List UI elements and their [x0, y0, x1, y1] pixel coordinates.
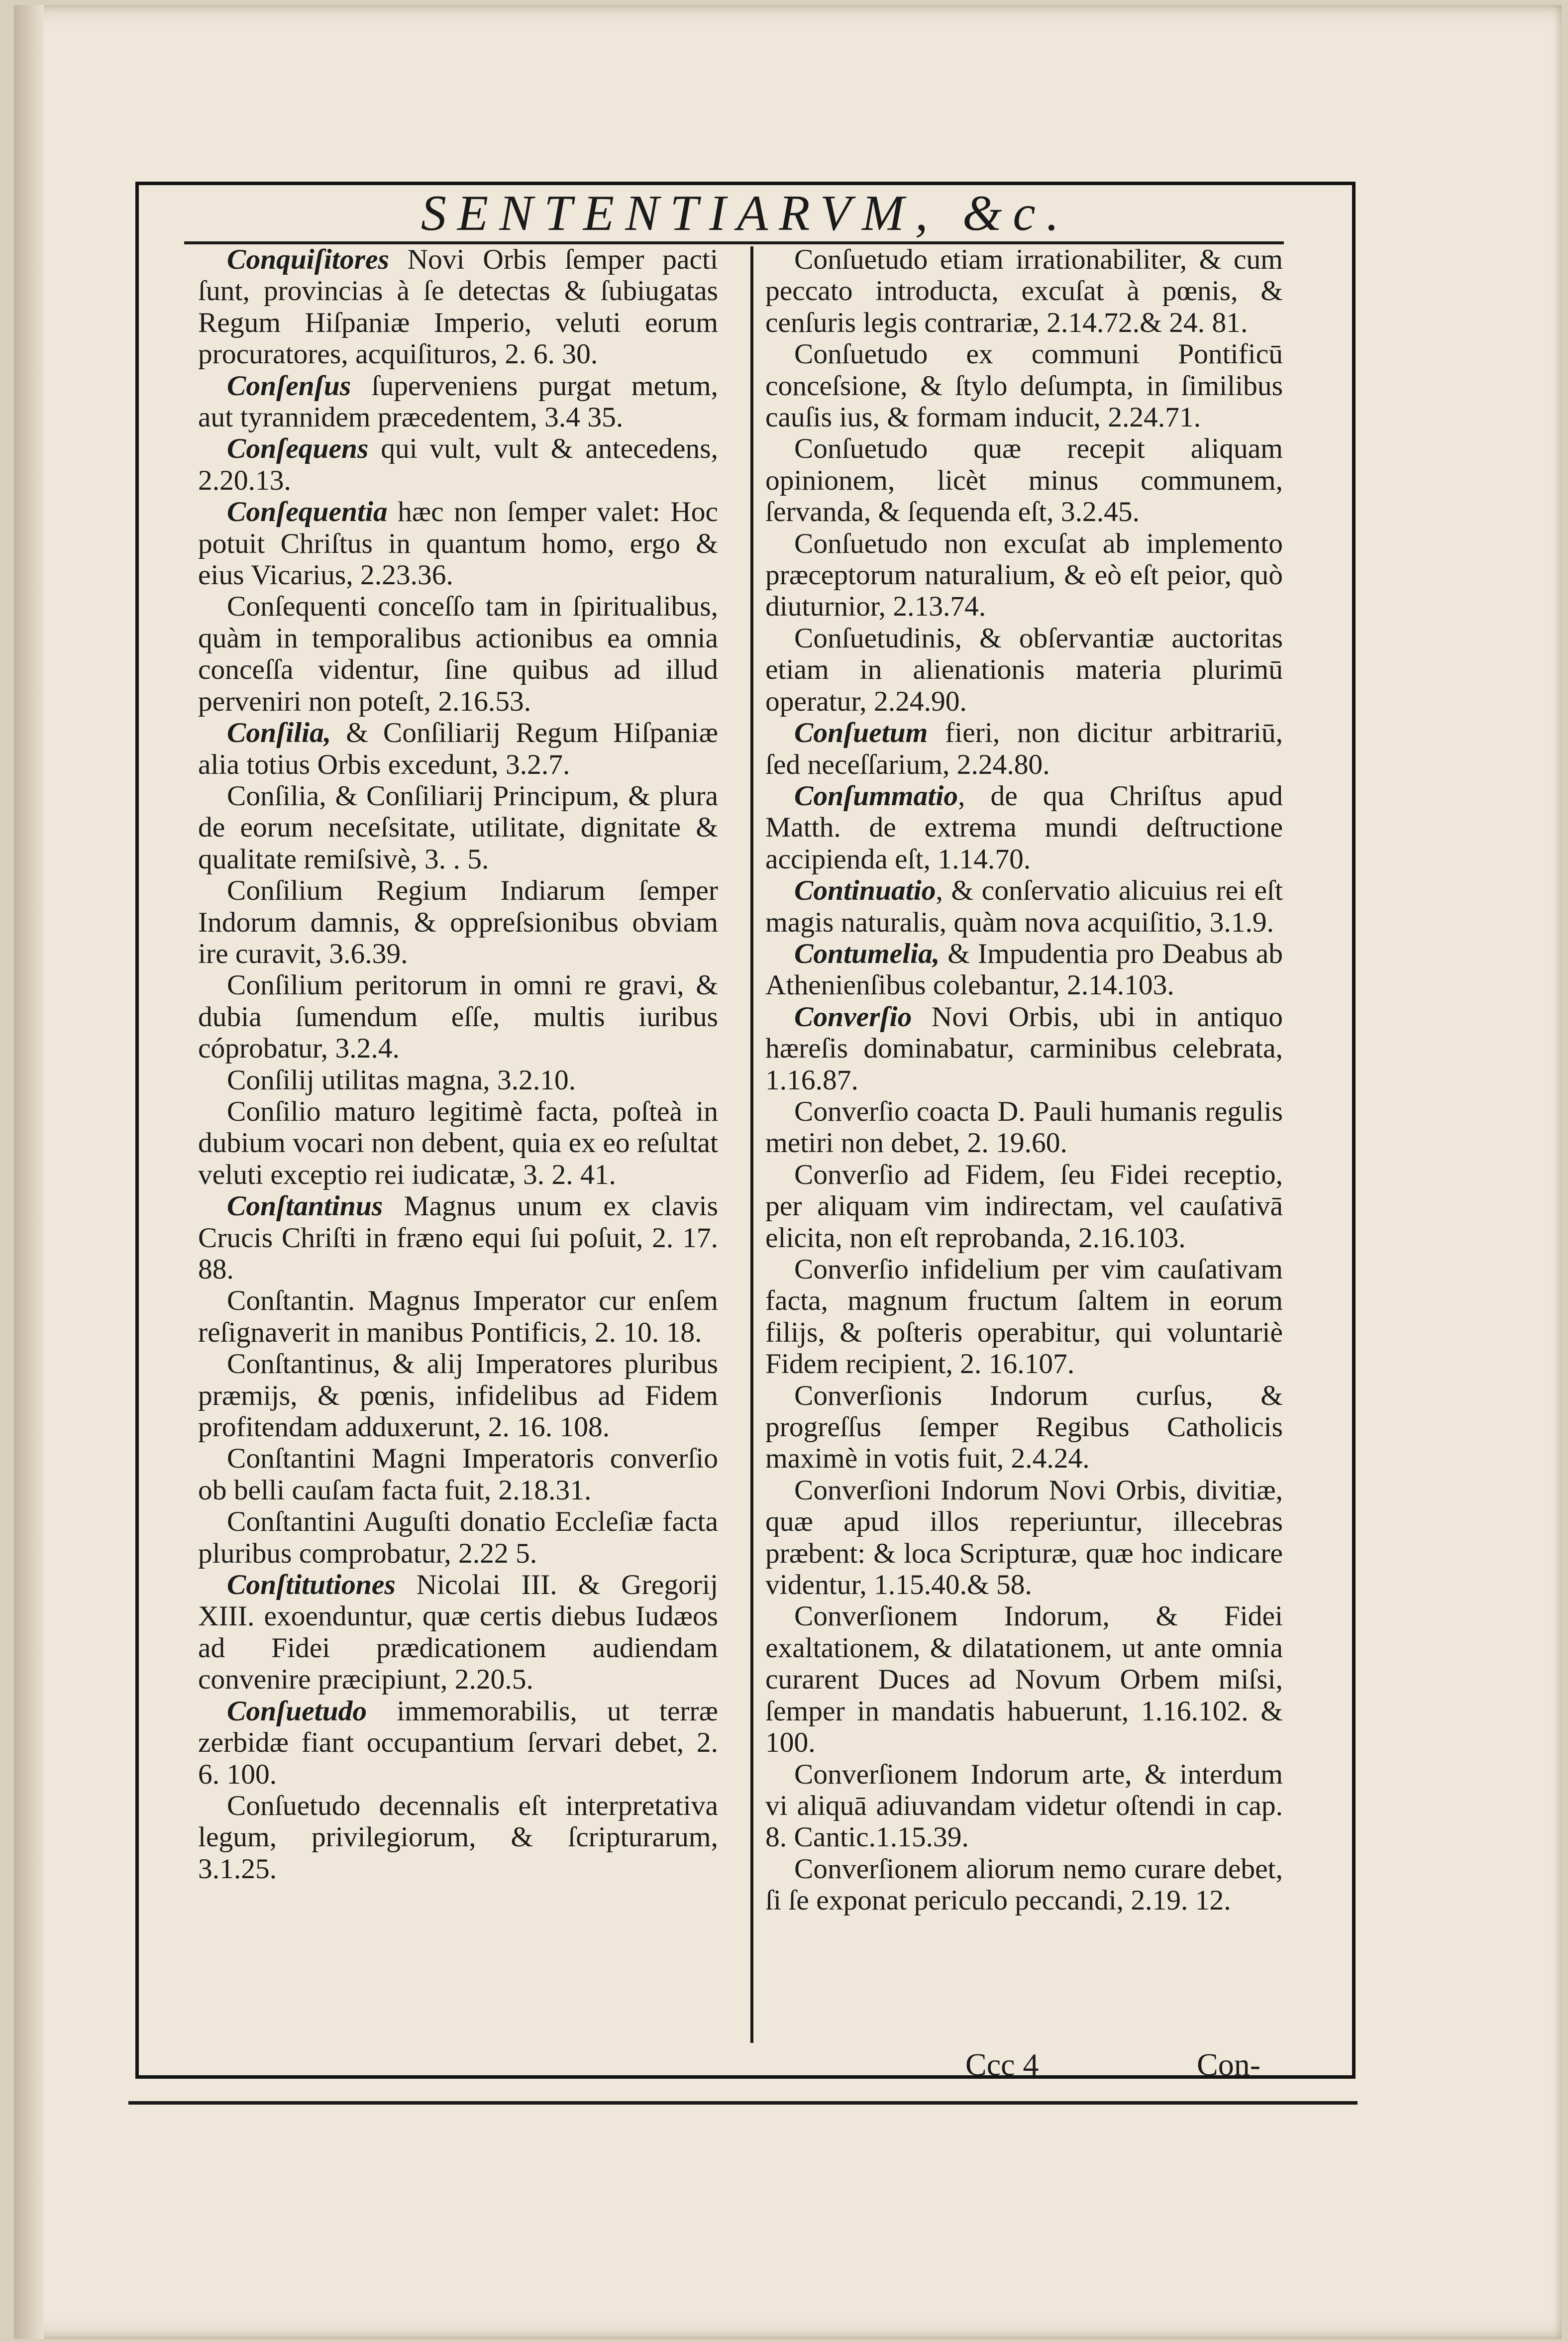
- running-head: SENTENTIARVM, &c.: [420, 185, 1070, 241]
- index-entry-text: Converſionem Indorum, & Fidei exaltationem, & dilatationem, ut ante omnia curarent Duces ad Novum Orbem miſsi, ſemper in mandatis habuerunt, 1.16.102. & 100.: [765, 1600, 1283, 1759]
- index-entry: [765, 1380, 1283, 1475]
- index-entry: [765, 938, 1283, 1001]
- index-entry-text: hæc non ſemper valet: Hoc potuit Chriſtus in quantum homo, ergo & eius Vicarius, 2.23.36.: [198, 496, 718, 591]
- index-entry: [198, 1190, 718, 1285]
- index-entry-text: Converſio ad Fidem, ſeu Fidei receptio, per aliquam vim indirectam, vel cauſativā elicita, non eſt reprobanda, 2.16.103.: [765, 1159, 1283, 1254]
- index-entry: [198, 1285, 718, 1348]
- index-entry: [765, 1159, 1283, 1254]
- index-entry-text: Conſuetudo quæ recepit aliquam opinionem, licèt minus communem, ſervanda, & ſequenda eſt, 3.2.45.: [765, 433, 1283, 528]
- index-entry-text: fieri, non dicitur arbitrariū, ſed neceſſarium, 2.24.80.: [765, 717, 1283, 780]
- index-entry-text: Conſilio maturo legitimè facta, poſteà in dubium vocari non debent, quia ex eo reſultat veluti exceptio rei iudicatæ, 3. 2. 41.: [198, 1095, 718, 1190]
- index-entry-text: Magnus unum ex clavis Crucis Chriſti in fræno equi ſui poſuit, 2. 17. 88.: [198, 1190, 718, 1285]
- index-entry: [198, 875, 718, 969]
- index-entry-text: Novi Orbis, ubi in antiquo hæreſis dominabatur, carminibus celebrata, 1.16.87.: [765, 1001, 1283, 1096]
- index-entry-text: Conſuetudo etiam irrationabiliter, & cum peccato introducta, excuſat à pœnis, & cenſuris legis contrariæ, 2.14.72.& 24. 81.: [765, 244, 1283, 338]
- index-entry-text: Converſio coacta D. Pauli humanis regulis metiri non debet, 2. 19.60.: [765, 1095, 1283, 1159]
- index-entry-text: Conſilij utilitas magna, 3.2.10.: [227, 1064, 576, 1096]
- page-gutter-shadow: [14, 5, 44, 2339]
- index-entry: [198, 1096, 718, 1190]
- index-entry-text: Conſilia, & Conſiliarij Principum, & plura de eorum neceſsitate, utilitate, dignitate & qualitate remiſsivè, 3. . 5.: [198, 780, 718, 875]
- index-entry: [765, 1001, 1283, 1096]
- index-term: Conquiſitores: [227, 244, 389, 275]
- index-entry: [765, 433, 1283, 528]
- index-entry: [198, 433, 718, 496]
- index-term: Conſequens: [227, 433, 369, 465]
- index-term: Conſilia,: [227, 717, 331, 749]
- index-entry-text: Conſuetudo ex communi Pontificū conceſsione, & ſtylo deſumpta, in ſimilibus cauſis ius, & formam inducit, 2.24.71.: [765, 338, 1283, 433]
- index-entry-text: & Conſiliarij Regum Hiſpaniæ alia totius Orbis excedunt, 3.2.7.: [198, 717, 718, 780]
- index-entry: [198, 969, 718, 1064]
- index-entry-text: Conſequenti conceſſo tam in ſpiritualibus, quàm in temporalibus actionibus ea omnia conceſſa videntur, ſine quibus ad illud perveniri non poteſt, 2.16.53.: [198, 591, 718, 717]
- index-entry-text: & Impudentia pro Deabus ab Athenienſibus colebantur, 2.14.103.: [765, 938, 1283, 1001]
- index-entry: [765, 1475, 1283, 1601]
- catchword: Con-: [1197, 2047, 1260, 2082]
- index-entry: [198, 780, 718, 875]
- index-entry: [198, 496, 718, 591]
- index-column-right: [765, 244, 1283, 1916]
- index-entry: [765, 1759, 1283, 1853]
- index-entry-text: Converſioni Indorum Novi Orbis, divitiæ, quæ apud illos reperiuntur, illecebras præbent: & loca Scripturæ, quæ hoc indicare videntur, 1.15.40.& 58.: [765, 1474, 1283, 1601]
- index-entry: [765, 1096, 1283, 1159]
- index-entry-text: Conſilium Regium Indiarum ſemper Indorum damnis, & oppreſsionibus obviam ire curavit, 3.6.39.: [198, 875, 718, 969]
- signature-mark: Ccc 4: [965, 2047, 1039, 2082]
- index-entry-text: Conſilium peritorum in omni re gravi, & dubia ſumendum eſſe, multis iuribus cóprobatur, 3.2.4.: [198, 969, 718, 1065]
- index-entry: [198, 1506, 718, 1569]
- index-entry-text: Novi Orbis ſemper pacti ſunt, provincias à ſe detectas & ſubiugatas Regum Hiſpaniæ Imperio, veluti eorum procuratores, acquiſituros, 2. 6. 30.: [198, 244, 718, 370]
- index-entry-text: Converſionem Indorum arte, & interdum vi aliquā adiuvandam videtur oſtendi in cap. 8. Cantic.1.15.39.: [765, 1758, 1283, 1853]
- index-entry-text: Conſtantini Auguſti donatio Eccleſiæ facta pluribus comprobatur, 2.22 5.: [198, 1506, 718, 1569]
- index-entry-text: Nicolai III. & Gregorij XIII. exoenduntur, quæ certis diebus Iudæos ad Fidei prædicationem audiendam convenire præcipiunt, 2.20.5.: [198, 1569, 718, 1696]
- index-entry: [198, 1696, 718, 1790]
- index-entry-text: Conſuetudo non excuſat ab implemento præceptorum naturalium, & eò eſt peior, quò diuturnior, 2.13.74.: [765, 528, 1283, 623]
- index-entry: [198, 370, 718, 433]
- index-entry: [198, 1348, 718, 1443]
- index-entry: [765, 623, 1283, 717]
- index-entry: [198, 1569, 718, 1696]
- index-entry-text: Conſtantini Magni Imperatoris converſio ob belli cauſam facta fuit, 2.18.31.: [198, 1443, 718, 1506]
- index-entry: [765, 717, 1283, 780]
- index-entry: [198, 244, 718, 370]
- index-term: Conſummatio: [794, 780, 958, 812]
- index-entry-text: Conſuetudinis, & obſervantiæ auctoritas etiam in alienationis materia plurimū operatur, 2.24.90.: [765, 622, 1283, 717]
- index-entry: [765, 338, 1283, 433]
- index-entry: [198, 1443, 718, 1506]
- index-entry-text: Conſtantinus, & alij Imperatores pluribus præmijs, & pœnis, infidelibus ad Fidem profitendam adduxerunt, 2. 16. 108.: [198, 1348, 718, 1443]
- footer-rule: [128, 2101, 1358, 2105]
- index-term: Contumelia,: [794, 938, 940, 969]
- index-entry: [765, 1853, 1283, 1916]
- index-entry-text: , & conſervatio alicuius rei eſt magis naturalis, quàm nova acquiſitio, 3.1.9.: [765, 875, 1283, 938]
- index-term: Conſequentia: [227, 496, 388, 528]
- index-entry: [765, 244, 1283, 338]
- index-column-left: [198, 244, 718, 1885]
- index-entry: [198, 591, 718, 717]
- index-term: Conſuetudo: [227, 1695, 367, 1727]
- index-entry: [765, 875, 1283, 938]
- index-entry-text: immemorabilis, ut terræ zerbidæ fiant occupantium ſervari debet, 2. 6. 100.: [198, 1695, 718, 1790]
- index-entry-text: qui vult, vult & antecedens, 2.20.13.: [198, 433, 718, 496]
- column-divider: [750, 246, 753, 2043]
- index-term: Continuatio: [794, 875, 936, 907]
- index-entry: [198, 1790, 718, 1885]
- index-entry-text: , de qua Chriſtus apud Matth. de extrema mundi deſtructione accipienda eſt, 1.14.70.: [765, 780, 1283, 875]
- index-entry-text: Conſtantin. Magnus Imperator cur enſem reſignaverit in manibus Pontificis, 2. 10. 18.: [198, 1285, 718, 1348]
- index-entry: [765, 780, 1283, 875]
- index-entry: [765, 1254, 1283, 1380]
- index-entry-text: Conſuetudo decennalis eſt interpretativa legum, privilegiorum, & ſcripturarum, 3.1.25.: [198, 1790, 718, 1885]
- index-entry-text: Converſionis Indorum curſus, & progreſſus ſemper Regibus Catholicis maximè in votis fuit, 2.4.24.: [765, 1380, 1283, 1475]
- index-entry-text: Converſio infidelium per vim cauſativam facta, magnum fructum ſaltem in eorum filijs, & poſteris operabitur, qui voluntariè Fidem recipient, 2. 16.107.: [765, 1254, 1283, 1380]
- index-term: Conſenſus: [227, 370, 351, 402]
- index-entry: [198, 1065, 718, 1096]
- index-term: Conſtantinus: [227, 1190, 383, 1222]
- index-entry-text: ſuperveniens purgat metum, aut tyrannidem præcedentem, 3.4 35.: [198, 370, 718, 433]
- index-entry: [765, 1600, 1283, 1758]
- index-term: Conſtitutiones: [227, 1569, 396, 1601]
- index-entry: [198, 717, 718, 780]
- index-entry-text: Converſionem aliorum nemo curare debet, ſi ſe exponat periculo peccandi, 2.19. 12.: [765, 1853, 1283, 1916]
- index-term: Conſuetum: [794, 717, 928, 749]
- index-entry: [765, 528, 1283, 623]
- index-term: Converſio: [794, 1001, 912, 1033]
